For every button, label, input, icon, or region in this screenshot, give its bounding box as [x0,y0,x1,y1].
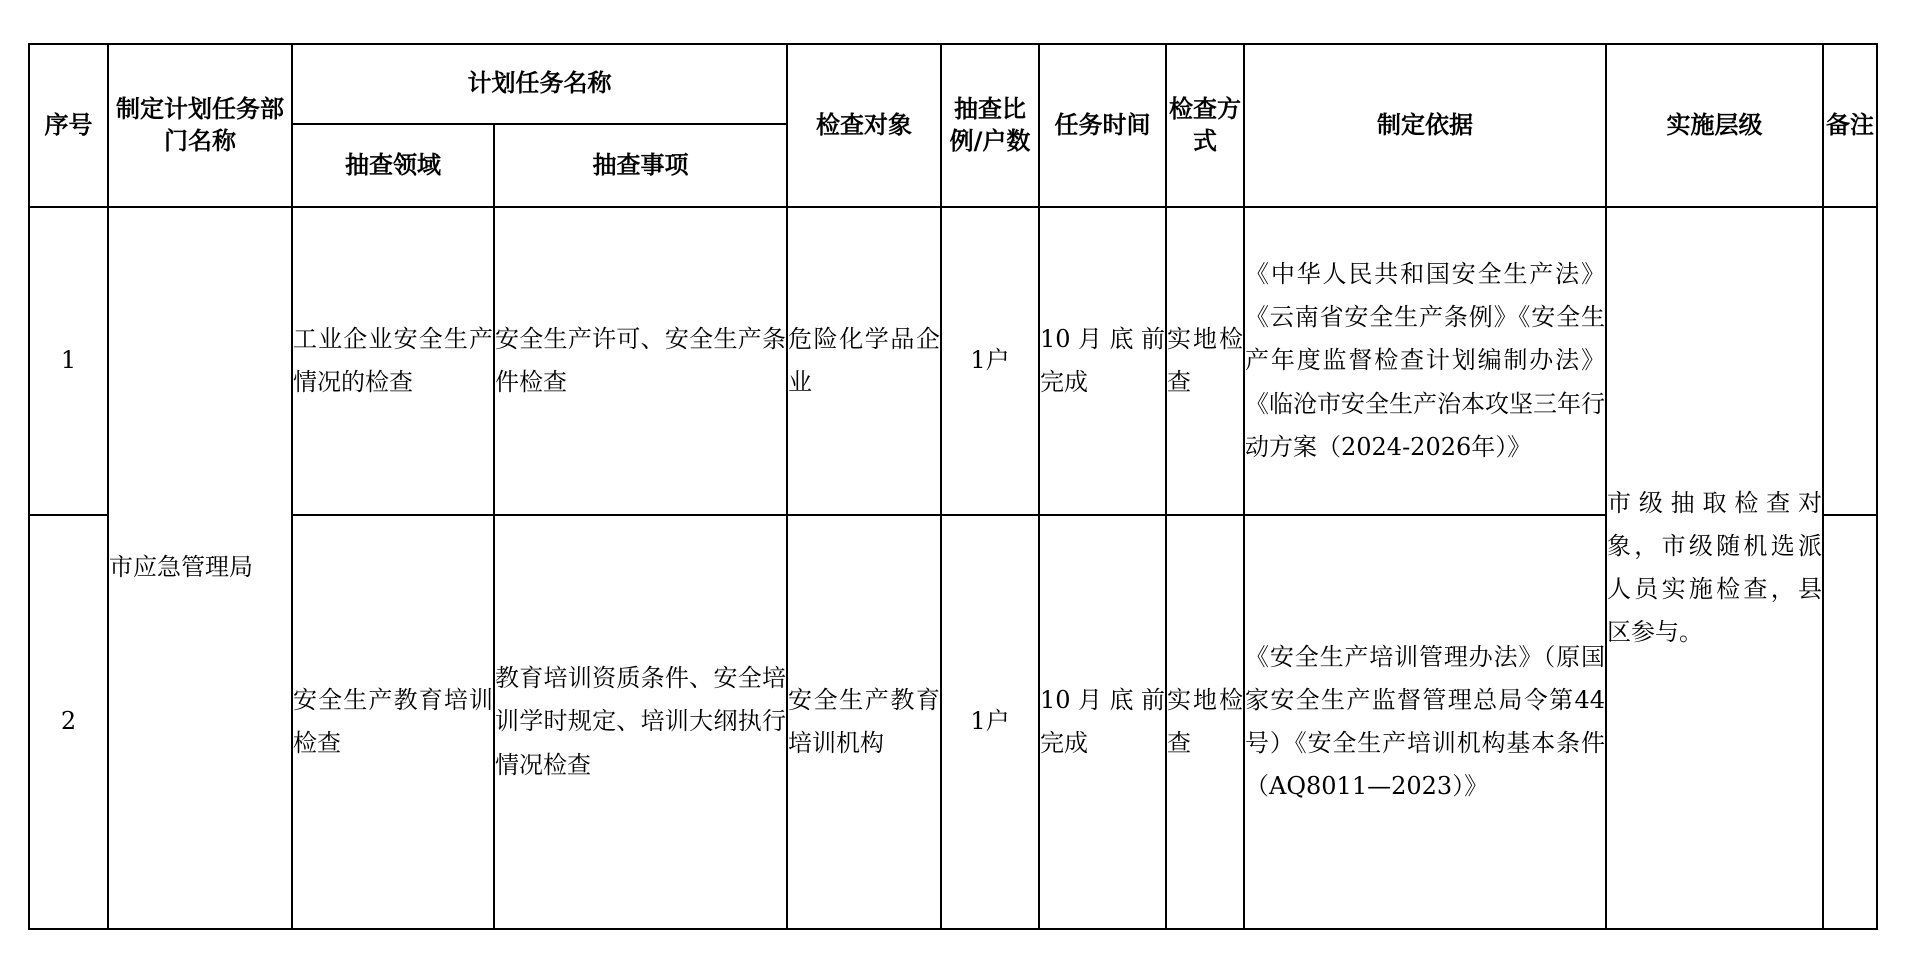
table-row [29,207,1877,515]
row-ratio: 1户 [941,207,1039,515]
table-row [29,515,1877,929]
row-remark [1823,515,1877,929]
row-item: 安全生产许可、安全生产条件检查 [494,207,787,515]
row-field: 工业企业安全生产情况的检查 [292,207,494,515]
row-field: 安全生产教育培训检查 [292,515,494,929]
header-seq: 序号 [29,44,108,207]
header-department: 制定计划任务部门名称 [108,44,292,207]
header-inspection-method: 检查方式 [1166,44,1244,207]
header-sampling-ratio: 抽查比例/户数 [941,44,1039,207]
header-remark: 备注 [1823,44,1877,207]
row-seq: 2 [29,515,108,929]
row-time: 10月底前完成 [1039,207,1166,515]
header-task-time: 任务时间 [1039,44,1166,207]
header-implementation-level: 实施层级 [1606,44,1823,207]
header-basis: 制定依据 [1244,44,1606,207]
header-sampling-field: 抽查领域 [292,124,494,207]
row-method: 实地检查 [1166,515,1244,929]
header-sampling-item: 抽查事项 [494,124,787,207]
row-target: 安全生产教育培训机构 [787,515,941,929]
header-inspection-target: 检查对象 [787,44,941,207]
row-seq: 1 [29,207,108,515]
header-task-name-group: 计划任务名称 [292,44,787,124]
row-remark [1823,207,1877,515]
row-basis: 《中华人民共和国安全生产法》《云南省安全生产条例》《安全生产年度监督检查计划编制办法》《临沧市安全生产治本攻坚三年行动方案（2024-2026年）》 [1244,207,1606,515]
row-item: 教育培训资质条件、安全培训学时规定、培训大纲执行情况检查 [494,515,787,929]
department-name: 市应急管理局 [108,207,292,929]
row-method: 实地检查 [1166,207,1244,515]
row-time: 10月底前完成 [1039,515,1166,929]
header-row-1 [29,44,1877,124]
implementation-level: 市级抽取检查对象，市级随机选派人员实施检查，县区参与。 [1606,207,1823,929]
row-target: 危险化学品企业 [787,207,941,515]
row-basis: 《安全生产培训管理办法》（原国家安全生产监督管理总局令第44号）《安全生产培训机构基本条件（AQ8011—2023）》 [1244,515,1606,929]
row-ratio: 1户 [941,515,1039,929]
inspection-plan-table [28,43,1878,930]
